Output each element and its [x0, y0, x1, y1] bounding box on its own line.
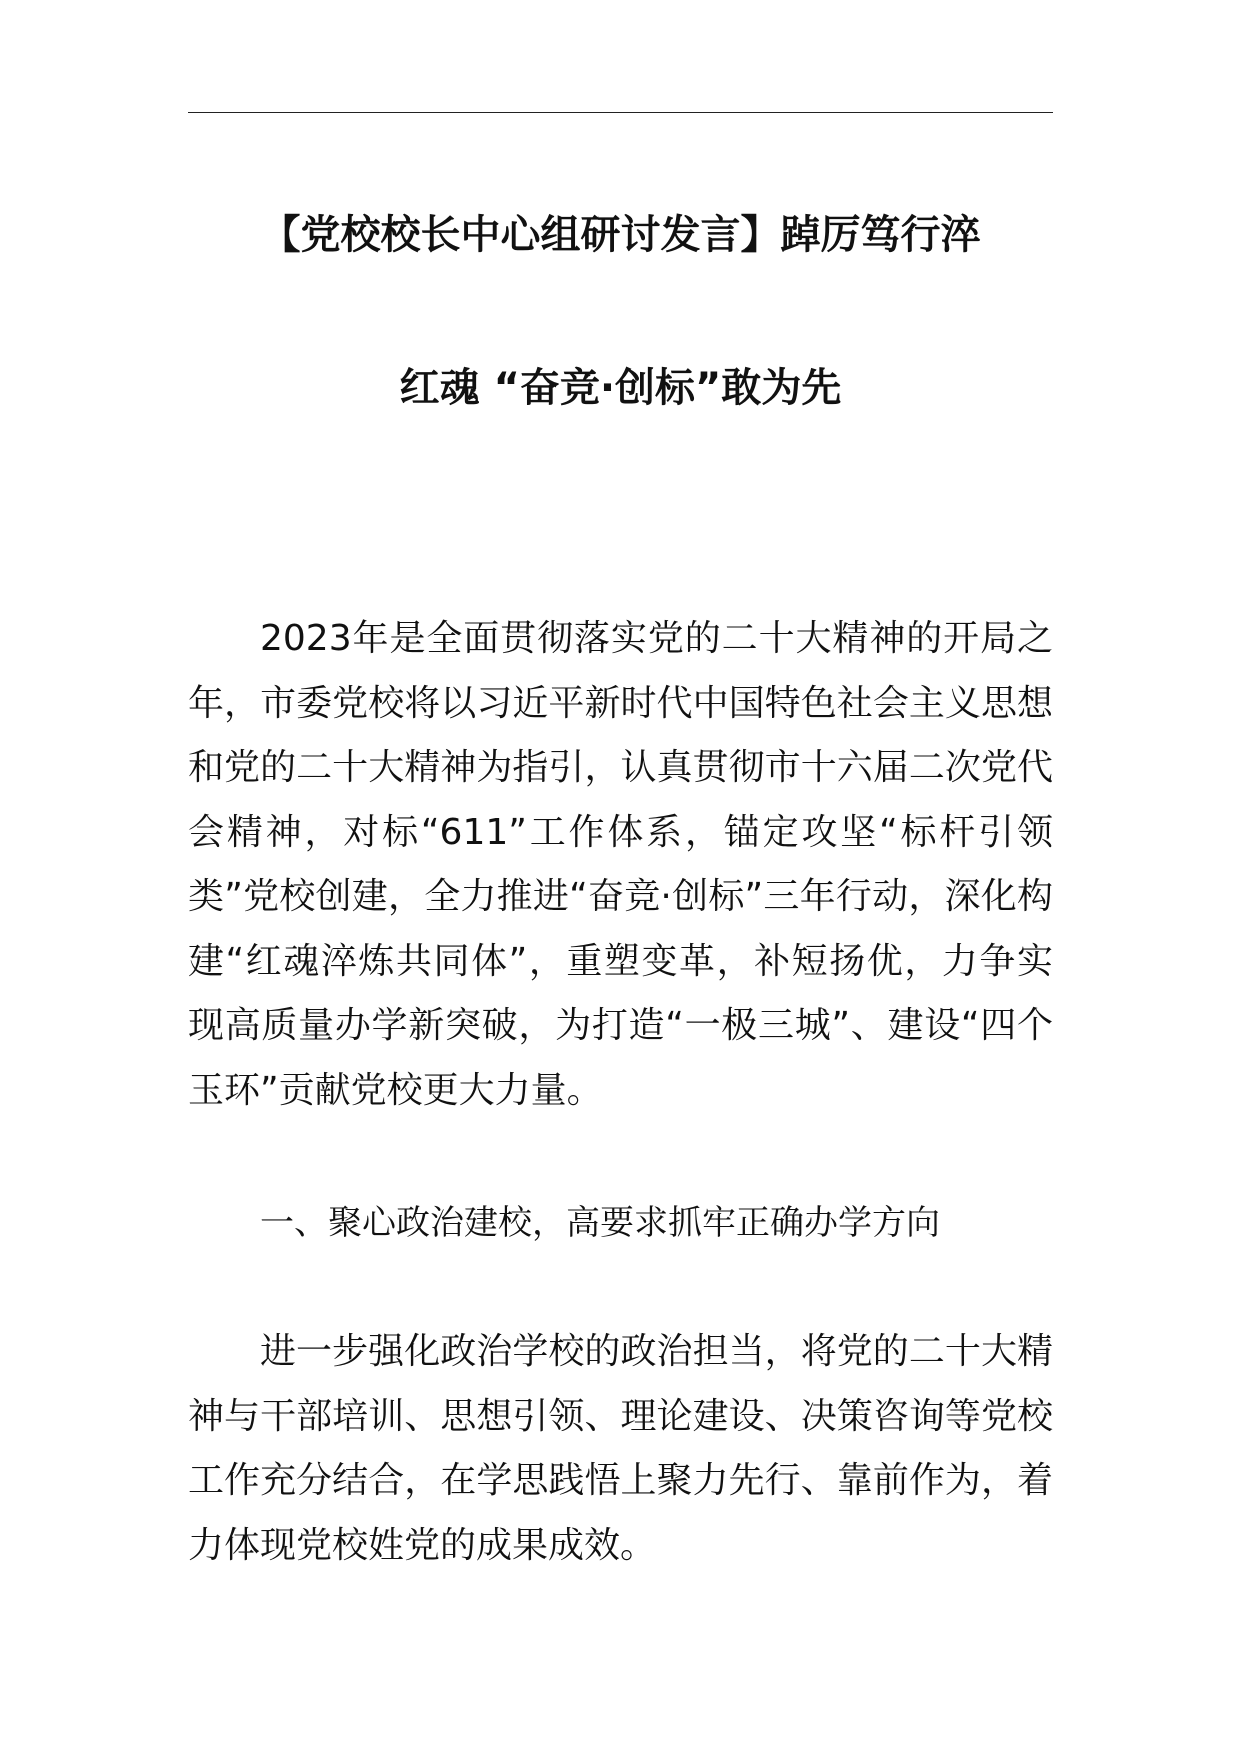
document-title-line-2: 红魂 “奋竞·创标”敢为先: [399, 365, 842, 411]
header-divider: [188, 112, 1053, 113]
section-body-1: 进一步强化政治学校的政治担当，将党的二十大精神与干部培训、思想引领、理论建设、决策咨询等党校工作充分结合，在学思践悟上聚力先行、靠前作为，着力体现党校姓党的成果成效。: [188, 1331, 1053, 1566]
document-title-line-1: 【党校校长中心组研讨发言】踔厉笃行淬: [260, 212, 981, 258]
intro-paragraph: 2023年是全面贯彻落实党的二十大精神的开局之年，市委党校将以习近平新时代中国特色社会主义思想和党的二十大精神为指引，认真贯彻市十六届二次党代会精神，对标“611”工作体系，锚定攻坚“标杆引领类”党校创建，全力推进“奋竞·创标”三年行动，深化构建“红魂淬炼共同体”，重塑变革，补短扬优，力争实现高质量办学新突破，为打造“一极三城”、建设“四个玉环”贡献党校更大力量。: [188, 618, 1053, 1111]
section-heading-1: 一、聚心政治建校，高要求抓牢正确办学方向: [260, 1203, 940, 1243]
